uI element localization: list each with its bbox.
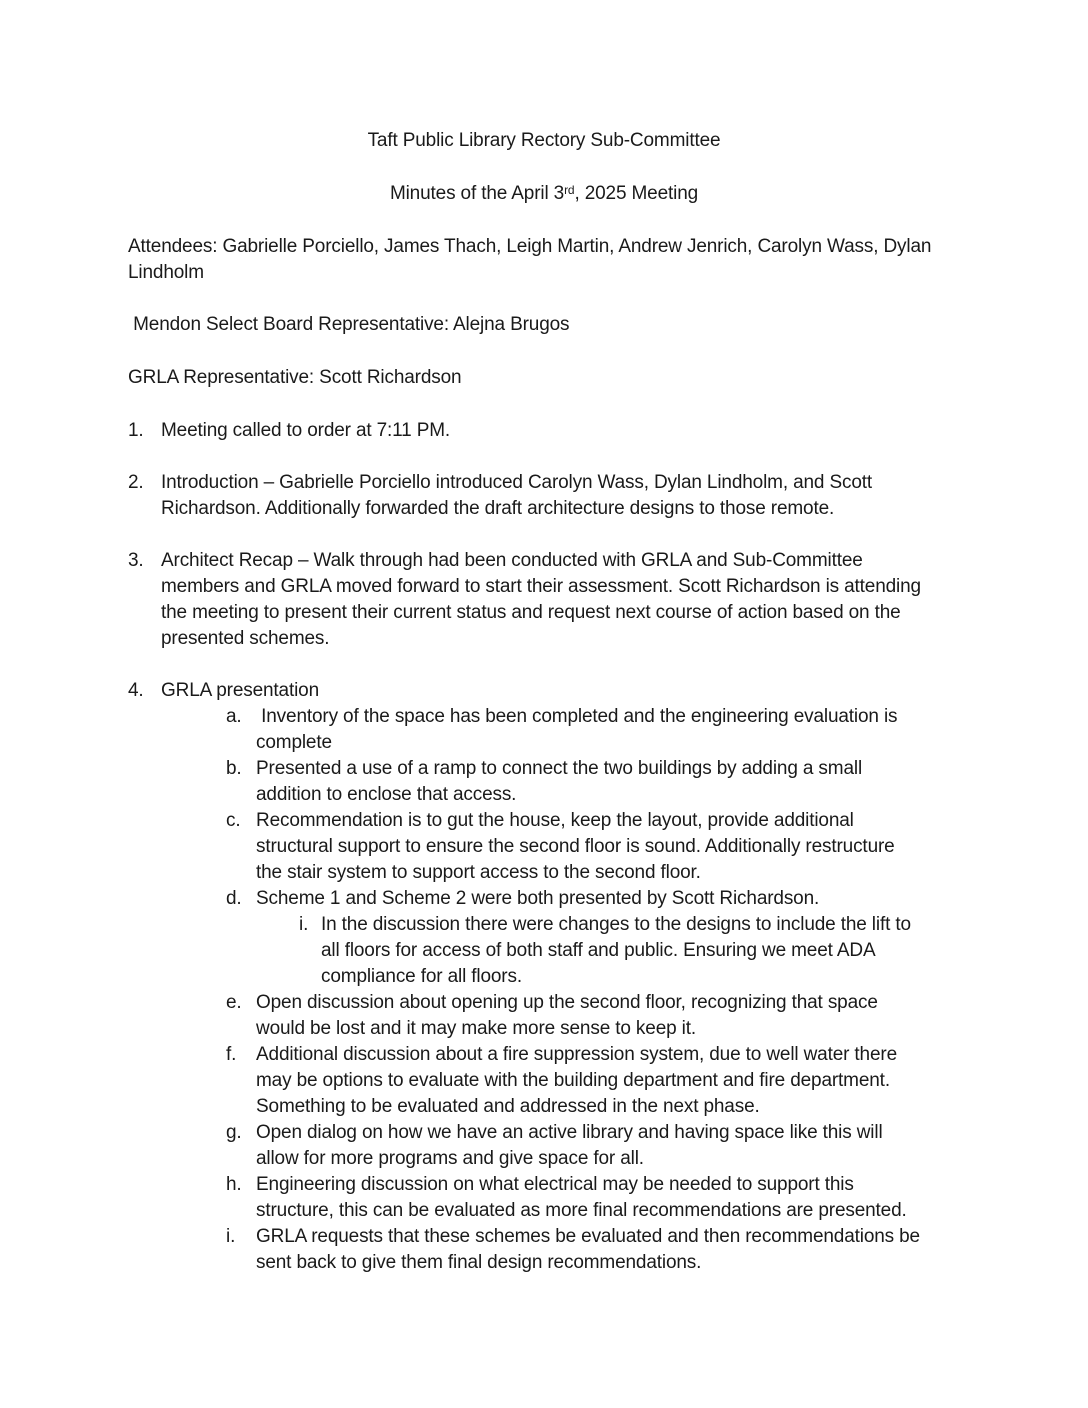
subitem-text: Open discussion about opening up the second floor, recognizing that space xyxy=(256,992,878,1013)
item-text: Richardson. Additionally forwarded the draft architecture designs to those remote. xyxy=(161,498,835,519)
subitem-text: Something to be evaluated and addressed in the next phase. xyxy=(256,1096,760,1117)
item-text: members and GRLA moved forward to start their assessment. Scott Richardson is attending xyxy=(161,576,921,597)
item-text: Architect Recap – Walk through had been conducted with GRLA and Sub-Committee xyxy=(161,550,863,571)
subtitle-superscript: rd xyxy=(564,183,575,197)
subitem-letter: h. xyxy=(226,1174,242,1195)
subitem-letter: d. xyxy=(226,888,242,909)
subitem-text: Recommendation is to gut the house, keep the layout, provide additional xyxy=(256,810,854,831)
subtitle-text-end: , 2025 Meeting xyxy=(574,183,699,204)
subitem-letter: i. xyxy=(226,1226,236,1247)
subsubitem-text: In the discussion there were changes to the designs to include the lift to xyxy=(321,914,911,935)
item-text: Introduction – Gabrielle Porciello introduced Carolyn Wass, Dylan Lindholm, and Scott xyxy=(161,472,873,493)
mendon-representative: Mendon Select Board Representative: Alejna Brugos xyxy=(128,314,570,335)
attendees-line-2: Lindholm xyxy=(128,262,204,283)
document-title: Taft Public Library Rectory Sub-Committee xyxy=(367,130,721,151)
subitem-text: would be lost and it may make more sense to keep it. xyxy=(256,1018,696,1039)
subitem-text: Engineering discussion on what electrical may be needed to support this xyxy=(256,1174,854,1195)
subitem-text: Inventory of the space has been completed and the engineering evaluation is xyxy=(256,706,898,727)
subitem-text: allow for more programs and give space for all. xyxy=(256,1148,644,1169)
subitem-text: addition to enclose that access. xyxy=(256,784,517,805)
subtitle-text: Minutes of the April 3 xyxy=(389,183,565,204)
subitem-text: may be options to evaluate with the building department and fire department. xyxy=(256,1070,890,1091)
subitem-text: GRLA requests that these schemes be evaluated and then recommendations be xyxy=(256,1226,920,1247)
subsubitem-text: all floors for access of both staff and public. Ensuring we meet ADA xyxy=(321,940,876,961)
subitem-letter: a. xyxy=(226,706,242,727)
subitem-letter: b. xyxy=(226,758,242,779)
subitem-text: Additional discussion about a fire suppression system, due to well water there xyxy=(256,1044,897,1065)
subitem-text: the stair system to support access to the second floor. xyxy=(256,862,701,883)
subitem-text: Open dialog on how we have an active library and having space like this will xyxy=(256,1122,883,1143)
item-number: 2. xyxy=(128,472,144,493)
subitem-letter: g. xyxy=(226,1122,242,1143)
item-text: Meeting called to order at 7:11 PM. xyxy=(161,420,451,441)
subsubitem-text: compliance for all floors. xyxy=(321,966,522,987)
attendees-line-1: Attendees: Gabrielle Porciello, James Thach, Leigh Martin, Andrew Jenrich, Carolyn Wass, Dylan xyxy=(128,236,932,257)
subitem-text: complete xyxy=(256,732,332,753)
grla-representative: GRLA Representative: Scott Richardson xyxy=(128,367,462,388)
subitem-text: structural support to ensure the second floor is sound. Additionally restructure xyxy=(256,836,895,857)
document-subtitle xyxy=(0,181,1088,207)
subitem-letter: c. xyxy=(226,810,241,831)
item-text: the meeting to present their current status and request next course of action based on the xyxy=(161,602,901,623)
subitem-text: sent back to give them final design recommendations. xyxy=(256,1252,702,1273)
subitem-text: Presented a use of a ramp to connect the two buildings by adding a small xyxy=(256,758,863,779)
subsubitem-numeral: i. xyxy=(299,914,309,935)
subitem-letter: e. xyxy=(226,992,242,1013)
subitem-text: Scheme 1 and Scheme 2 were both presented by Scott Richardson. xyxy=(256,888,820,909)
item-number: 4. xyxy=(128,680,144,701)
subitem-letter: f. xyxy=(226,1044,237,1065)
item-text: presented schemes. xyxy=(161,628,330,649)
item-number: 1. xyxy=(128,420,144,441)
item-number: 3. xyxy=(128,550,144,571)
item-text: GRLA presentation xyxy=(161,680,319,701)
subitem-text: structure, this can be evaluated as more final recommendations are presented. xyxy=(256,1200,907,1221)
